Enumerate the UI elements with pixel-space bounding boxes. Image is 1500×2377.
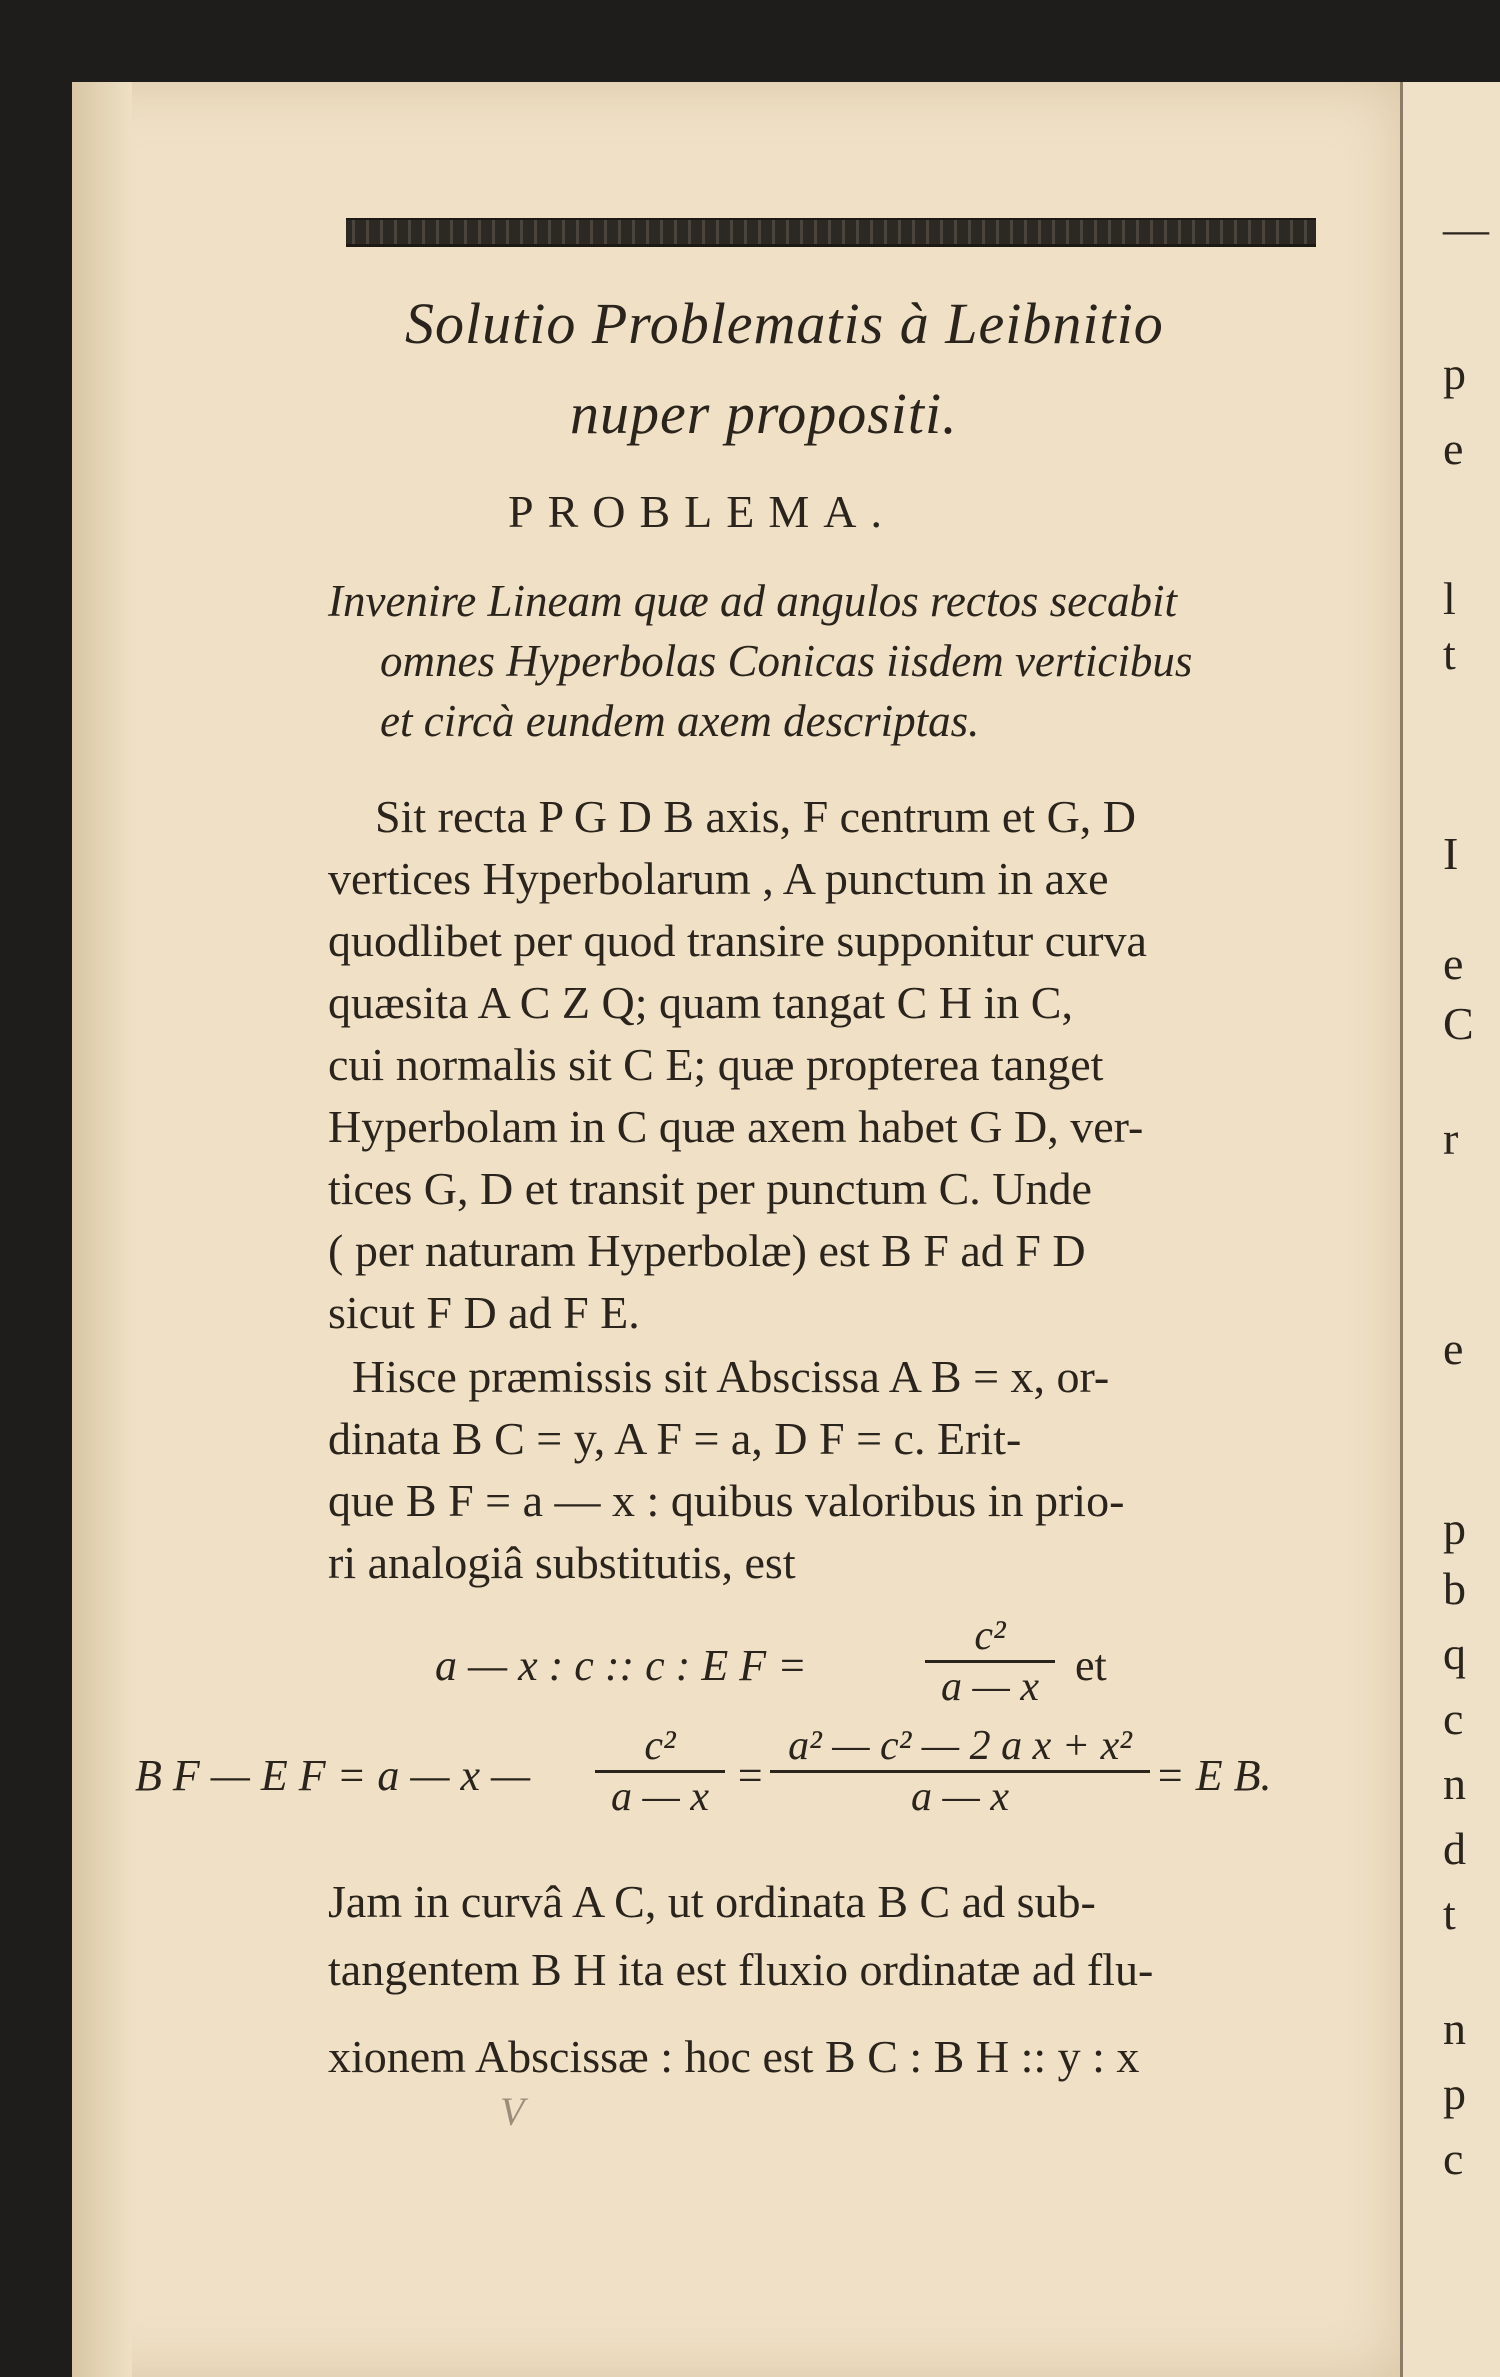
paragraph-line: ( per naturam Hyperbolæ) est B F ad F D xyxy=(328,1225,1086,1276)
adjacent-fragment: c xyxy=(1443,2133,1464,2184)
fraction-numerator: c² xyxy=(595,1722,725,1773)
fraction-numerator: c² xyxy=(925,1612,1055,1663)
title-line-2: nuper propositi. xyxy=(570,381,958,446)
equation-2-lhs: B F — E F = a — x — xyxy=(135,1751,531,1800)
paragraph-line: Hyperbolam in C quæ axem habet G D, ver- xyxy=(328,1101,1144,1152)
adjacent-fragment: — xyxy=(1443,203,1489,254)
adjacent-fragment: p xyxy=(1443,1503,1466,1554)
equation-1-fraction xyxy=(925,1612,1055,1711)
adjacent-fragment: e xyxy=(1443,423,1464,474)
statement-line: Invenire Lineam quæ ad angulos rectos secabit xyxy=(328,576,1178,626)
paragraph-line: ri analogiâ substitutis, est xyxy=(328,1537,796,1588)
paragraph-line: sicut F D ad F E. xyxy=(328,1287,640,1338)
paragraph-line: que B F = a — x : quibus valoribus in prio- xyxy=(328,1475,1125,1526)
fraction-numerator: a² — c² — 2 a x + x² xyxy=(770,1722,1150,1773)
adjacent-fragment: d xyxy=(1443,1823,1466,1874)
paragraph-line: quæsita A C Z Q; quam tangat C H in C, xyxy=(328,977,1073,1028)
fraction-denominator: a — x xyxy=(611,1774,709,1820)
equation-1-tail: et xyxy=(1075,1641,1107,1690)
adjacent-fragment: t xyxy=(1443,1888,1456,1939)
adjacent-fragment: C xyxy=(1443,998,1474,1049)
adjacent-fragment: b xyxy=(1443,1563,1466,1614)
paragraph-line: tangentem B H ita est fluxio ordinatæ ad flu- xyxy=(328,1944,1154,1995)
paragraph-line: vertices Hyperbolarum , A punctum in axe xyxy=(328,853,1109,904)
adjacent-fragment: n xyxy=(1443,2003,1466,2054)
equation-1-lhs: a — x : c :: c : E F = xyxy=(435,1641,807,1690)
ornamental-rule xyxy=(346,218,1316,247)
adjacent-fragment: p xyxy=(1443,348,1466,399)
adjacent-fragment: e xyxy=(1443,1323,1464,1374)
adjacent-fragment: l xyxy=(1443,573,1456,624)
paragraph-line: Jam in curvâ A C, ut ordinata B C ad sub- xyxy=(328,1876,1096,1927)
problem-label: PROBLEMA. xyxy=(508,486,896,537)
adjacent-fragment: n xyxy=(1443,1758,1466,1809)
paragraph-line: xionem Abscissæ : hoc est B C : B H :: y : x xyxy=(328,2031,1140,2082)
paragraph-line: dinata B C = y, A F = a, D F = c. Erit- xyxy=(328,1413,1022,1464)
paragraph-line: Sit recta P G D B axis, F centrum et G, D xyxy=(375,791,1137,842)
adjacent-page-edge xyxy=(1400,82,1500,2377)
adjacent-fragment: p xyxy=(1443,2068,1466,2119)
statement-line: omnes Hyperbolas Conicas iisdem verticibus xyxy=(380,636,1193,686)
equation-2-rhs: = E B. xyxy=(1155,1751,1272,1800)
equation-2-fraction-1 xyxy=(595,1722,725,1821)
paragraph-line: cui normalis sit C E; quæ propterea tanget xyxy=(328,1039,1104,1090)
fraction-denominator: a — x xyxy=(941,1664,1039,1710)
fraction-denominator: a — x xyxy=(911,1774,1009,1820)
paragraph-line: Hisce præmissis sit Abscissa A B = x, or- xyxy=(352,1351,1110,1402)
adjacent-fragment: t xyxy=(1443,628,1456,679)
statement-line: et circà eundem axem descriptas. xyxy=(380,696,980,746)
equation-2-equals: = xyxy=(735,1751,765,1800)
paragraph-line: tices G, D et transit per punctum C. Unde xyxy=(328,1163,1092,1214)
paragraph-line: quodlibet per quod transire supponitur curva xyxy=(328,915,1147,966)
adjacent-fragment: q xyxy=(1443,1628,1466,1679)
adjacent-fragment: e xyxy=(1443,938,1464,989)
title-line-1: Solutio Problematis à Leibnitio xyxy=(405,291,1164,356)
catchword: V xyxy=(500,2089,525,2134)
page-gutter-shadow xyxy=(72,82,132,2377)
adjacent-fragment: r xyxy=(1443,1113,1459,1164)
equation-2-fraction-2 xyxy=(770,1722,1150,1821)
adjacent-fragment: I xyxy=(1443,828,1459,879)
adjacent-fragment: c xyxy=(1443,1693,1464,1744)
